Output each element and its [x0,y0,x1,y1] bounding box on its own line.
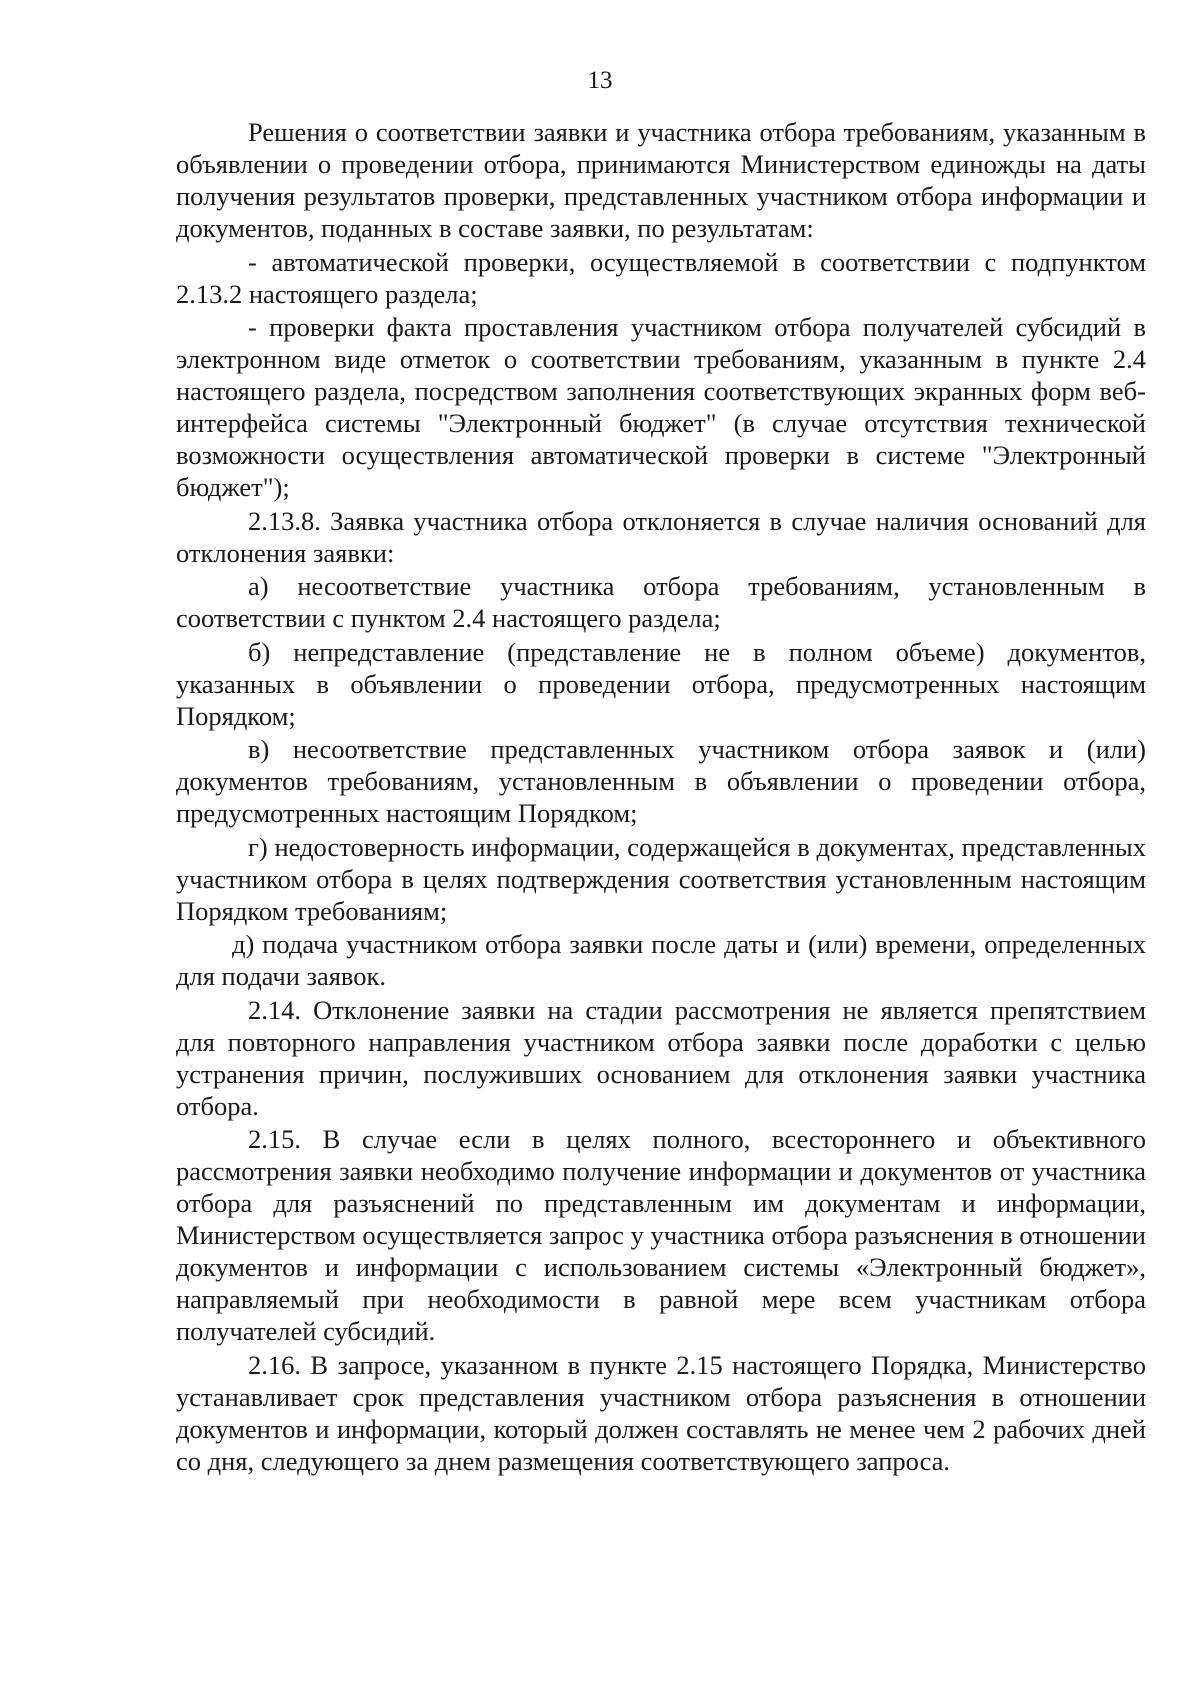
paragraph-2-14: 2.14. Отклонение заявки на стадии рассмотрения не является препятствием для повторного направления участником отбора заявки после доработки с целью устранения причин, послуживших основанием для отклонения заявки участника отбора. [176,994,1146,1121]
paragraph-2-16: 2.16. В запросе, указанном в пункте 2.15 настоящего Порядка, Министерство устанавливает срок представления участником отбора разъяснения в отношении документов и информации, который должен составлять не менее чем 2 рабочих дней со дня, следующего за днем размещения соответствующего запроса. [176,1349,1146,1476]
list-item-g: г) недостоверность информации, содержащейся в документах, представленных участником отбора в целях подтверждения соответствия установленным настоящим Порядком требованиям; [176,831,1146,926]
paragraph-2-15: 2.15. В случае если в целях полного, всестороннего и объективного рассмотрения заявки необходимо получение информации и документов от участника отбора для разъяснений по представленным им документам и информации, Министерством осуществляется запрос у участника отбора разъяснения в отношении документов и информации с использованием системы «Электронный бюджет», направляемый при необходимости в равной мере всем участникам отбора получателей субсидий. [176,1124,1146,1346]
list-item-a: а) несоответствие участника отбора требованиям, установленным в соответствии с пунктом 2.4 настоящего раздела; [176,571,1146,633]
page-number: 13 [587,67,613,94]
list-item-automatic-check: - автоматической проверки, осуществляемой в соответствии с подпунктом 2.13.2 настоящего раздела; [176,246,1146,309]
list-item-v: в) несоответствие представленных участником отбора заявок и (или) документов требованиям, установленным в объявлении о проведении отбора, предусмотренных настоящим Порядком; [176,734,1146,828]
paragraph-decision-criteria: Решения о соответствии заявки и участника отбора требованиям, указанным в объявлении о проведении отбора, принимаются Министерством единожды на даты получения результатов проверки, представленных участником отбора информации и документов, поданных в составе заявки, по результатам: [176,117,1146,243]
paragraph-2-13-8: 2.13.8. Заявка участника отбора отклоняется в случае наличия оснований для отклонения заявки: [176,505,1146,568]
list-item-manual-check: - проверки факта проставления участником отбора получателей субсидий в электронном виде отметок о соответствии требованиям, указанным в пункте 2.4 настоящего раздела, посредством заполнения соответствующих экранных форм веб-интерфейса системы "Электронный бюджет" (в случае отсутствия технической возможности осуществления автоматической проверки в системе "Электронный бюджет"); [176,312,1146,502]
list-item-d: д) подача участником отбора заявки после даты и (или) времени, определенных для подачи заявок. [176,929,1146,991]
list-item-b: б) непредставление (представление не в полном объеме) документов, указанных в объявлении о проведении отбора, предусмотренных настоящим Порядком; [176,636,1146,731]
document-body [176,116,1146,1478]
